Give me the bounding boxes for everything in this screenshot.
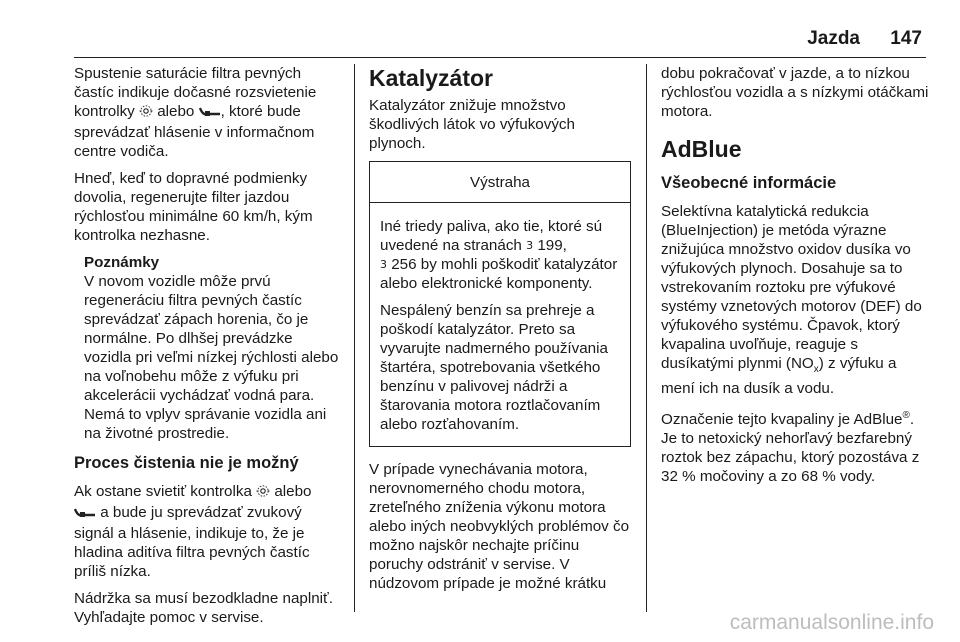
subsection-heading: Všeobecné informácie (661, 174, 837, 192)
column-divider-2 (646, 64, 647, 612)
note-body: V novom vozidle môže prvú regeneráciu filtra pevných častíc sprevádzať zápach horenia, čo je normálne. Po dlhšej prevádzke vozidla pri veľmi nízkej rýchlosti alebo na voľnobehu môže z výfuku pri akcelerácii vychádzať vodná para. Nemá to vplyv správanie vozidla ani na životné prostredie. (84, 273, 339, 442)
paragraph: Hneď, keď to dopravné podmienky dovolia, regenerujte filter jazdou rýchlosťou minimálne 60 km/h, kým kontrolka nezhasne. (74, 170, 313, 244)
note-title: Poznámky (84, 254, 160, 271)
paragraph: Spustenie saturácie filtra pevných častíc indikuje dočasné rozsvietenie kontrolky alebo , ktoré bude sprevádzať hlásenie v informačnom centre vodiča. (74, 65, 317, 160)
dpf-warning-icon (256, 484, 270, 503)
column-1 (74, 64, 342, 635)
page-number: 147 (890, 28, 922, 49)
page-ref-arrow: 3 (380, 258, 387, 271)
column-3 (661, 64, 929, 494)
paragraph: Nádržka sa musí bezodkladne naplniť. Vyhľadajte pomoc v servise. (74, 590, 333, 626)
watermark: carmanualsonline.info (729, 611, 934, 634)
paragraph: V prípade vynechávania motora, nerovnomerného chodu motora, zreteľného zníženia výkonu motora alebo iných neobvyklých problémov čo možno najskôr nechajte príčinu poruchy odstrániť v servise. V núdzovom prípade je možné krátku (369, 461, 630, 592)
section-heading: AdBlue (661, 136, 742, 162)
paragraph: Selektívna katalytická redukcia (BlueInjection) je metóda výrazne znižujúca množstvo oxidov dusíka vo výfukových plynoch. Dosahuje sa to vstrekovaním roztoku pre výfukové systémy vznetových motorov (DEF) do výfukového systému. Čpavok, ktorý kvapalina uvoľňuje, reaguje s dusíkatými plynmi $(NO_x)$ z výfuku a mení ich na dusík a vodu. (661, 203, 922, 398)
dpf-warning-icon (139, 104, 153, 123)
section-heading: Katalyzátor (369, 65, 493, 91)
warning-title: Výstraha (370, 162, 630, 203)
note-block (84, 253, 342, 443)
paragraph: Nespálený benzín sa prehreje a poškodí katalyzátor. Preto sa vyvarujte nadmerného používania štartéra, spotrebovania všetkého benzínu v palivovej nádrži a štarovania motora roztlačovaním alebo rozťahovaním. (380, 302, 608, 433)
paragraph: Katalyzátor znižuje množstvo škodlivých látok vo výfukových plynoch. (369, 97, 575, 152)
page-header (0, 28, 960, 58)
paragraph: Iné triedy paliva, ako tie, ktoré sú uvedené na stranách 3 199, 3 256 by mohli poškodiť katalyzátor alebo elektronické komponenty. (380, 218, 618, 292)
registered-mark: ® (902, 410, 910, 422)
paragraph: dobu pokračovať v jazde, a to nízkou rýchlosťou vozidla a s nízkymi otáčkami motora. (661, 65, 929, 120)
paragraph: Označenie tejto kvapaliny je AdBlue®. Je to netoxický nehorľavý bezfarebný roztok bez zápachu, ktorý pozostáva z 32 % močoviny a zo 68 % vody. (661, 410, 920, 486)
page-ref-arrow: 3 (526, 239, 534, 252)
warning-body (370, 203, 630, 446)
column-divider-1 (354, 64, 355, 612)
subscript: x (813, 364, 819, 376)
column-2 (369, 64, 631, 601)
section-heading: Proces čistenia nie je možný (74, 454, 299, 472)
warning-box (369, 161, 631, 447)
glow-plug-icon (199, 104, 221, 123)
section-title: Jazda (807, 28, 860, 49)
page-ref-link[interactable]: 199 (537, 237, 563, 254)
header-rule (74, 57, 926, 58)
glow-plug-icon (74, 505, 96, 524)
paragraph: Ak ostane svietiť kontrolka alebo a bude ju sprevádzať zvukový signál a hlásenie, indikuje to, že je hladina aditíva filtra pevných častíc príliš nízka. (74, 483, 312, 580)
page-ref-link[interactable]: 256 (391, 256, 417, 273)
